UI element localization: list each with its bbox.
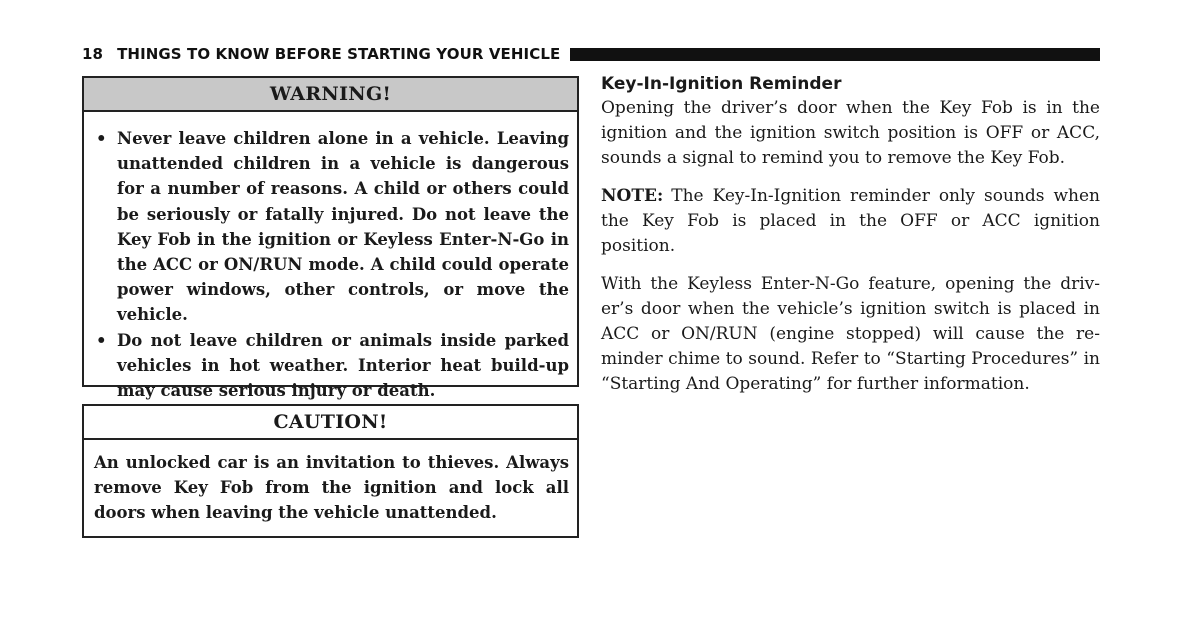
warning-item (94, 126, 569, 328)
header-text (82, 45, 560, 63)
warning-title: WARNING! (84, 78, 577, 112)
header-rule (570, 48, 1100, 61)
paragraph-keyless: With the Keyless Enter-N-Go feature, opening the driver’s door when the vehicle’s ignition switch is placed in ACC or ON/RUN (engine stopped) will cause the reminder chime to sound. Refer to “Starting Procedures” in “Starting And Operating” for further information. (601, 274, 1100, 394)
warning-item-text: Do not leave children or animals inside parked vehicles in hot weather. Interior heat build-up may cause serious injury or death. (117, 330, 569, 401)
warning-list (84, 112, 577, 403)
warning-item-text: Never leave children alone in a vehicle. Leaving unattended children in a vehicle is dangerous for a number of reasons. A child or others could be seriously or fatally injured. Do not leave the Key Fob in the ignition or Keyless Enter-N-Go in the ACC or ON/RUN mode. A child could operate power windows, other controls, or move the vehicle. (117, 129, 569, 325)
bullet-icon: • (96, 330, 107, 350)
warning-box (82, 76, 579, 401)
section-title: Key-In-Ignition Reminder (601, 74, 842, 94)
note-text: The Key-In-Ignition reminder only sounds when the Key Fob is placed in the OFF or ACC ignition position. (601, 186, 1100, 256)
page-number: 18 (82, 45, 104, 63)
caution-text: An unlocked car is an invitation to thieves. Always remove Key Fob from the ignition and lock all doors when leaving the vehicle unattended. (94, 453, 569, 522)
caution-title: CAUTION! (84, 406, 577, 440)
warning-item (94, 328, 569, 404)
page-header (82, 44, 1100, 64)
note-paragraph (601, 184, 1100, 259)
bullet-icon: • (96, 129, 107, 148)
note-label: NOTE: (601, 186, 664, 206)
paragraph-intro: Opening the driver’s door when the Key Fob is in the ignition and the ignition switch position is OFF or ACC, sounds a signal to remind you to remove the Key Fob. (601, 98, 1100, 168)
caution-box (82, 404, 579, 538)
chapter-title: THINGS TO KNOW BEFORE STARTING YOUR VEHICLE (117, 45, 561, 63)
right-column (601, 72, 1100, 410)
